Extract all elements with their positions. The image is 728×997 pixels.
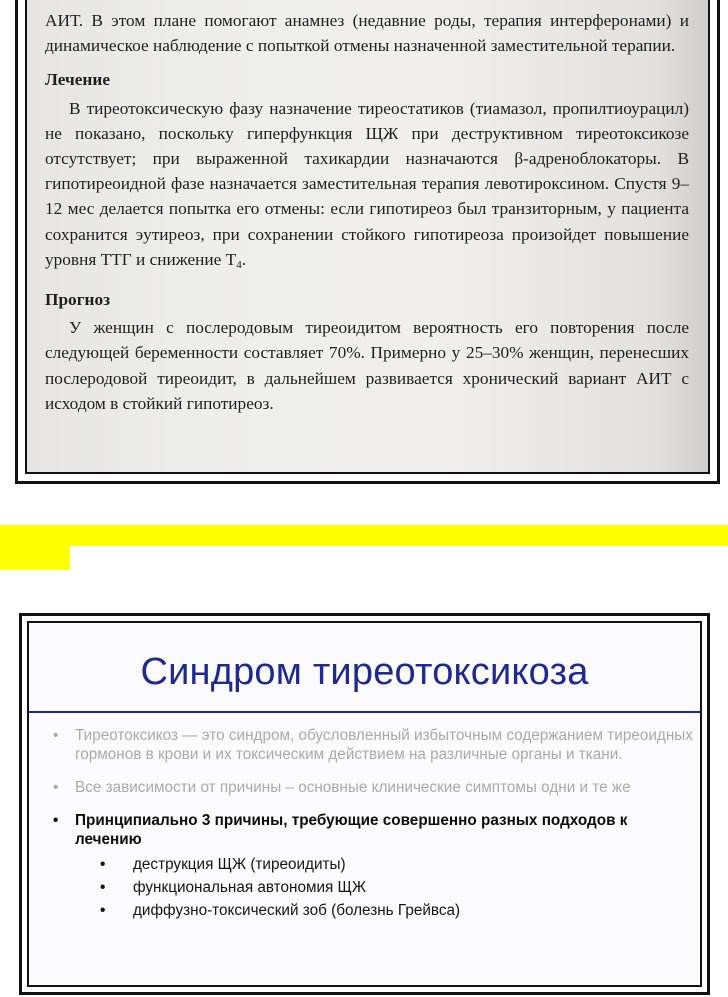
sub-bullet-autonomy xyxy=(45,878,695,897)
highlight-band-tail xyxy=(0,546,70,570)
bullet-text: Все зависимости от причины – основные клинические симптомы одни и те же xyxy=(75,779,631,796)
bullet-definition xyxy=(45,726,695,764)
paragraph-treatment-text: В тиреотоксическую фазу назначение тиреостатиков (тиамазол, пропилтиоурацил) не показано, поскольку гиперфункция ЩЖ при деструктивном тиреотоксикозе отсутствует; при выраженной тахикардии назначаются β-адреноблокаторы. В гипотиреоидной фазе назначается заместительная терапия левотироксином. Спустя 9–12 мес делается попытка его отмены: если гипотиреоз был транзиторным, у пациента сохранится эутиреоз, при сохранении стойкого гипотиреоза произойдет повышение уровня ТТГ и снижение Т xyxy=(45,98,689,269)
scanned-page-text xyxy=(45,8,689,416)
paragraph-treatment xyxy=(45,96,689,278)
slide-title: Синдром тиреотоксикоза xyxy=(140,651,589,693)
slide-title-divider xyxy=(29,711,700,713)
t4-subscript: 4 xyxy=(236,258,242,271)
highlight-band xyxy=(0,525,728,546)
bullet-dot-icon: • xyxy=(100,902,106,919)
bullet-symptoms xyxy=(45,778,695,797)
bullet-text: Тиреотоксикоз — это синдром, обусловленный избыточным содержанием тиреоидных гормонов в крови и их токсическим действием на различные органы и ткани. xyxy=(75,727,693,763)
bullet-dot-icon: • xyxy=(53,812,59,829)
paragraph-ait: АИТ. В этом плане помогают анамнез (недавние роды, терапия интерферонами) и динамическое наблюдение с попыткой отмены назначенной заместительной терапии. xyxy=(45,11,689,56)
sub-bullet-text: функциональная автономия ЩЖ xyxy=(133,879,367,896)
heading-prognosis: Прогноз xyxy=(45,290,111,310)
paragraph-treatment-end: . xyxy=(241,249,247,269)
slide xyxy=(27,621,702,987)
scanned-page-frame xyxy=(15,0,720,484)
sub-bullet-destruction xyxy=(45,855,695,874)
bullet-dot-icon: • xyxy=(53,779,59,796)
scanned-page xyxy=(25,0,710,474)
sub-bullet-text: диффузно-токсический зоб (болезнь Грейвса) xyxy=(133,902,461,919)
slide-bullet-list xyxy=(45,726,695,924)
bullet-causes xyxy=(45,811,695,849)
heading-treatment: Лечение xyxy=(45,70,110,90)
bullet-text: Принципиально 3 причины, требующие совершенно разных подходов к лечению xyxy=(75,812,628,848)
sub-bullet-graves xyxy=(45,901,695,920)
slide-frame xyxy=(19,613,710,995)
bullet-dot-icon: • xyxy=(53,727,59,744)
bullet-dot-icon: • xyxy=(100,879,106,896)
bullet-dot-icon: • xyxy=(100,856,106,873)
paragraph-prognosis: У женщин с послеродовым тиреоидитом вероятность его повторения после следующей беременности составляет 70%. Примерно у 25–30% женщин, перенесших послеродовой тиреоидит, в дальнейшем развивается хронический вариант АИТ с исходом в стойкий гипотиреоз. xyxy=(45,318,689,413)
sub-bullet-text: деструкция ЩЖ (тиреоидиты) xyxy=(133,856,346,873)
